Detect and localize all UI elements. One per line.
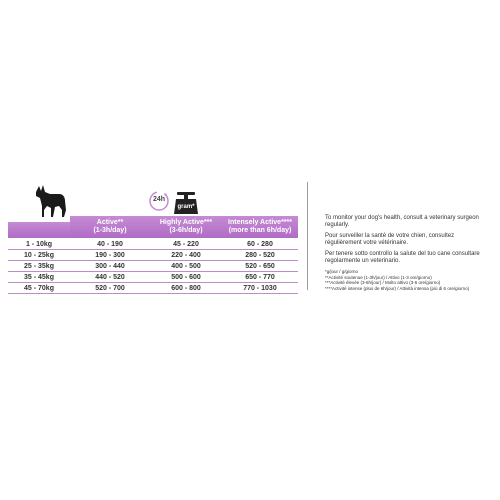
- table-cell: 220 - 400: [150, 250, 222, 261]
- note-fr: Pour surveiller la santé de votre chien, consultez régulièrement votre vétérinaire.: [325, 233, 455, 246]
- weight-header-cell: [8, 222, 70, 238]
- column-header-highly-active: [150, 216, 222, 238]
- note-it: Per tenere sotto controllo la salute del tuo cane consultare regolarmente un veterinario.: [325, 251, 480, 264]
- table-cell: 45 - 220: [150, 239, 222, 250]
- weight-cell: 1 - 10kg: [8, 239, 70, 250]
- weight-cell: 10 - 25kg: [8, 250, 70, 261]
- column-header-intensely-active: [222, 216, 298, 238]
- table-row: [8, 272, 298, 283]
- vertical-divider: [307, 182, 308, 290]
- table-cell: 500 - 600: [150, 272, 222, 283]
- table-cell: 280 - 520: [222, 250, 298, 261]
- footnote: ****Activité intense (plus de 6h/jour) / Attività intensa (più di 6 ore/giorno): [325, 285, 470, 291]
- clock-label: 24h: [152, 196, 166, 203]
- column-header-sub: (1-3h/day): [93, 227, 127, 234]
- table-row: [8, 239, 298, 250]
- column-header-sub: (3-6h/day): [169, 227, 203, 234]
- table-cell: 400 - 500: [150, 261, 222, 272]
- table-row: [8, 261, 298, 272]
- footnote: **Activité soutenue (1-3h/jour) / Attivo (1-3 ore/giorno): [325, 274, 432, 280]
- table-cell: 600 - 800: [150, 283, 222, 294]
- column-header-title: Intensely Active****: [228, 219, 292, 226]
- column-header-title: Active**: [96, 219, 124, 226]
- scale-label: gram*: [177, 204, 195, 210]
- table-cell: 520 - 700: [70, 283, 150, 294]
- weight-cell: 25 - 35kg: [8, 261, 70, 272]
- table-row: [8, 283, 298, 294]
- table-row: [8, 250, 298, 261]
- table-cell: 650 - 770: [222, 272, 298, 283]
- table-cell: 60 - 280: [222, 239, 298, 250]
- dog-silhouette-icon: [32, 180, 68, 218]
- footnote: ***Activité élevée (3-6h/jour) / Molto attivo (3-6 ore/giorno): [325, 280, 441, 285]
- weight-cell: 35 - 45kg: [8, 272, 70, 283]
- kitchen-scale-icon: [172, 190, 200, 216]
- column-header-sub: (more than 6h/day): [228, 227, 292, 234]
- footnote: *g/jour / g/giorno: [325, 269, 359, 274]
- table-cell: 520 - 650: [222, 261, 298, 272]
- weight-cell: 45 - 70kg: [8, 283, 70, 294]
- table-cell: 770 - 1030: [222, 283, 298, 294]
- note-en: To monitor your dog's health, consult a veterinary surgeon regularly.: [325, 215, 479, 228]
- table-cell: 440 - 520: [70, 272, 150, 283]
- table-cell: 40 - 190: [70, 239, 150, 250]
- table-cell: 190 - 300: [70, 250, 150, 261]
- health-notes: [325, 215, 490, 291]
- table-cell: 300 - 440: [70, 261, 150, 272]
- feeding-table: [8, 239, 298, 294]
- column-header-title: Highly Active***: [159, 219, 213, 226]
- column-header-active: [70, 216, 150, 238]
